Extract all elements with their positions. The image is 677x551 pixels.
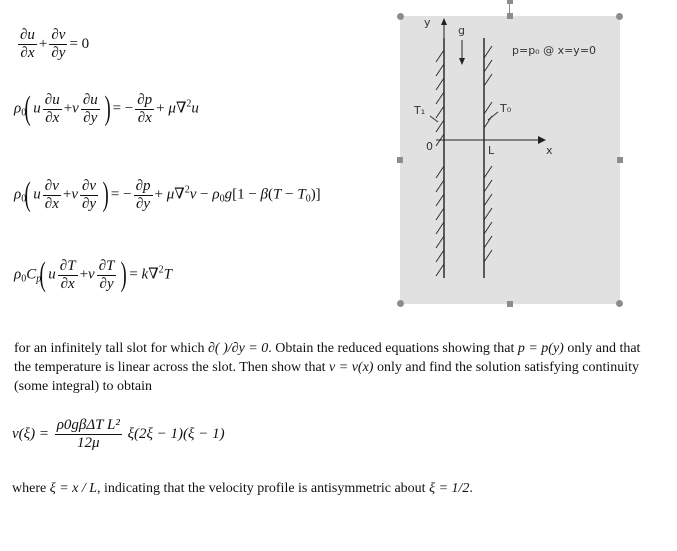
statement-text: . Obtain the reduced equations showing that (268, 341, 518, 356)
solution-rhs: ξ(2ξ − 1)(ξ − 1) (127, 425, 225, 442)
continuity-equation: $\frac{\partial u}{\partial x}$ + $\frac{\partial v}{\partial y}$ = 0 (20, 27, 90, 61)
solution-lhs: v(ξ) = (12, 425, 49, 442)
resize-handle-top-left[interactable] (397, 13, 404, 20)
where-text: where (12, 481, 50, 496)
slot-sketch (400, 16, 620, 304)
t1-label: T₁ (414, 104, 426, 117)
solution-denominator: 12μ (77, 435, 100, 451)
statement-text: for an infinitely tall slot for which (14, 341, 209, 356)
y-axis-label: y (424, 16, 431, 29)
resize-handle-top[interactable] (507, 13, 513, 19)
x-momentum-equation: $\rho_0$( u $\frac{\partial u}{\partial x}$ +v $\frac{\partial u}{\partial y}$ ) = − $\frac{\partial p}{\partial x}$ + μ∇$^2$u (14, 90, 199, 127)
statement-text: only and find the solution satisfying continuity (some integral) to obtain (14, 360, 640, 394)
width-l-label: L (488, 144, 495, 157)
y-momentum-equation: $\rho_0$( u $\frac{\partial v}{\partial x}$ +v $\frac{\partial v}{\partial y}$ ) = − $\frac{\partial p}{\partial y}$ + $\mu\nabla^2v - \rho_0g[1 - \beta(T - T_0)]$ (14, 176, 321, 213)
resize-handle-top-right[interactable] (616, 13, 623, 20)
slot-diagram-image[interactable] (400, 16, 620, 304)
x-axis-label: x (546, 144, 553, 157)
where-statement (12, 479, 473, 498)
where-text: , indicating that the velocity profile is antisymmetric about (97, 481, 430, 496)
solution-numerator: ρ0gβΔT L² (56, 417, 120, 433)
gravity-label: g (458, 24, 465, 37)
t0-label: T₀ (500, 102, 512, 115)
resize-handle-bottom[interactable] (507, 301, 513, 307)
resize-handle-bottom-right[interactable] (616, 300, 623, 307)
statement-text: only and that the temperature is linear across the slot. Then show that (14, 341, 641, 375)
velocity-relation: v = v(x) (329, 360, 374, 375)
problem-statement (14, 339, 659, 396)
origin-label: 0 (426, 140, 433, 153)
pressure-relation: p = p(y) (517, 341, 564, 356)
resize-handle-bottom-left[interactable] (397, 300, 404, 307)
velocity-solution-equation (12, 418, 225, 451)
resize-handle-right[interactable] (617, 157, 623, 163)
boundary-condition-label: p=p₀ @ x=y=0 (512, 44, 597, 57)
where-text: . (469, 481, 473, 496)
energy-equation: $\rho_0C_p$( u $\frac{\partial T}{\partial x}$ +v $\frac{\partial T}{\partial y}$ ) = k∇$^2$T (14, 256, 173, 293)
xi-half: ξ = 1/2 (429, 481, 470, 496)
derivative-condition: ∂( )/∂y = 0 (208, 341, 269, 356)
rotate-handle[interactable] (507, 0, 513, 4)
xi-definition: ξ = x / L (49, 481, 98, 496)
resize-handle-left[interactable] (397, 157, 403, 163)
